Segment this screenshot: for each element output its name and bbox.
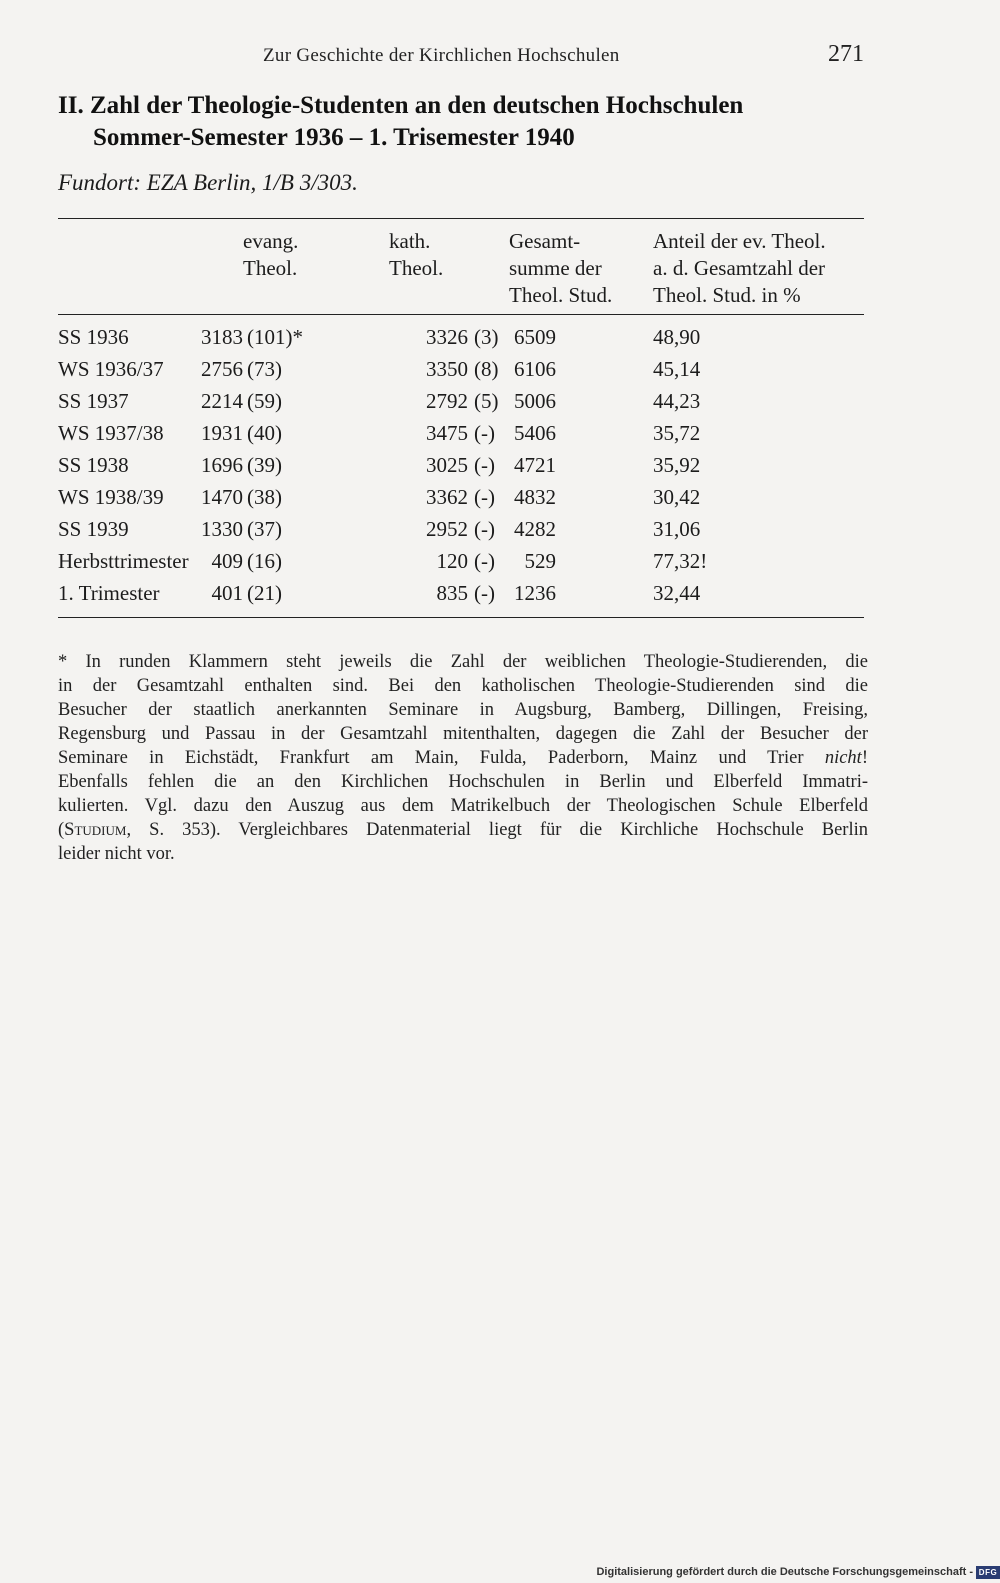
share-cell: 30,42 xyxy=(653,485,701,509)
share-cell: 77,32! xyxy=(653,549,708,573)
running-title: Zur Geschichte der Kirchlichen Hochschulen xyxy=(263,45,620,66)
kath-female-cell: (-) xyxy=(474,549,495,573)
digitization-credit xyxy=(596,1563,1000,1581)
semester-cell: SS 1936 xyxy=(58,325,129,349)
table-row xyxy=(58,389,864,421)
column-header-share-line: Anteil der ev. Theol. xyxy=(653,229,826,253)
semester-cell: WS 1937/38 xyxy=(58,421,164,445)
evang-count-cell: 2214 xyxy=(201,389,243,413)
footnote-line: in der Gesamtzahl enthalten sind. Bei den katholischen Theologie-Studierenden sind die xyxy=(58,676,868,696)
column-header-total xyxy=(509,228,612,309)
kath-count-cell: 3475 xyxy=(426,421,468,445)
column-header-total-line: summe der xyxy=(509,256,602,280)
kath-female-cell: (8) xyxy=(474,357,499,381)
footnote-citation: Studium xyxy=(64,820,127,840)
total-cell: 4832 xyxy=(514,485,556,509)
table-header-rule xyxy=(58,314,864,315)
evang-count-cell: 1696 xyxy=(201,453,243,477)
share-cell: 31,06 xyxy=(653,517,701,541)
kath-female-cell: (-) xyxy=(474,421,495,445)
column-header-kath-line: kath. xyxy=(389,229,431,253)
semester-cell: 1. Trimester xyxy=(58,581,160,605)
column-header-evang xyxy=(243,228,298,282)
evang-female-cell: (39) xyxy=(247,453,282,477)
evang-count-cell: 1470 xyxy=(201,485,243,509)
heading-line-1: II. Zahl der Theologie-Studenten an den deutschen Hochschulen xyxy=(58,92,744,119)
evang-count-cell: 3183 xyxy=(201,325,243,349)
footnote-emphasis: nicht xyxy=(824,748,862,768)
evang-female-cell: (38) xyxy=(247,485,282,509)
table-top-rule xyxy=(58,218,864,219)
semester-cell: SS 1937 xyxy=(58,389,129,413)
kath-count-cell: 3362 xyxy=(426,485,468,509)
kath-count-cell: 2792 xyxy=(426,389,468,413)
semester-cell: SS 1938 xyxy=(58,453,129,477)
footnote-line: leider nicht vor. xyxy=(58,844,175,864)
table-bottom-rule xyxy=(58,617,864,618)
semester-cell: Herbsttrimester xyxy=(58,549,189,573)
kath-count-cell: 3350 xyxy=(426,357,468,381)
footnote-text: , S. 353). Vergleichbares Datenmaterial liegt für die Kirchliche Hochschule Berlin xyxy=(126,820,868,840)
footnote-line: Regensburg und Passau in der Gesamtzahl mitenthalten, dagegen die Zahl der Besucher der xyxy=(58,724,868,744)
evang-count-cell: 2756 xyxy=(201,357,243,381)
table-row xyxy=(58,453,864,485)
source-reference: Fundort: EZA Berlin, 1/B 3/303. xyxy=(58,170,358,195)
footnote-line: Ebenfalls fehlen die an den Kirchlichen Hochschulen in Berlin und Elberfeld Immatri- xyxy=(58,772,868,792)
evang-female-cell: (16) xyxy=(247,549,282,573)
share-cell: 48,90 xyxy=(653,325,701,349)
column-header-share xyxy=(653,228,826,309)
column-header-share-line: a. d. Gesamtzahl der xyxy=(653,256,826,280)
table-row xyxy=(58,517,864,549)
share-cell: 35,72 xyxy=(653,421,701,445)
section-heading xyxy=(58,90,868,154)
kath-female-cell: (-) xyxy=(474,517,495,541)
table-row xyxy=(58,325,864,357)
footnote-text: ! xyxy=(861,748,868,768)
kath-count-cell: 2952 xyxy=(426,517,468,541)
total-cell: 6106 xyxy=(514,357,556,381)
kath-female-cell: (5) xyxy=(474,389,499,413)
kath-female-cell: (3) xyxy=(474,325,499,349)
kath-count-cell: 835 xyxy=(436,581,468,605)
share-cell: 35,92 xyxy=(653,453,701,477)
kath-female-cell: (-) xyxy=(474,485,495,509)
total-cell: 4721 xyxy=(514,453,556,477)
running-head xyxy=(58,41,868,73)
footnote-line xyxy=(58,746,868,770)
footnote-text: ( xyxy=(58,820,65,840)
share-cell: 45,14 xyxy=(653,357,701,381)
share-cell: 32,44 xyxy=(653,581,701,605)
page-number: 271 xyxy=(828,41,864,67)
evang-female-cell: (37) xyxy=(247,517,282,541)
evang-female-cell: (73) xyxy=(247,357,282,381)
share-cell: 44,23 xyxy=(653,389,701,413)
evang-female-cell: (21) xyxy=(247,581,282,605)
table-row xyxy=(58,421,864,453)
dfg-logo-icon: DFG xyxy=(976,1566,1000,1579)
footnote-line: Besucher der staatlich anerkannten Seminare in Augsburg, Bamberg, Dillingen, Freising, xyxy=(58,700,868,720)
heading-line-2: Sommer-Semester 1936 – 1. Trisemester 1940 xyxy=(93,124,575,151)
table-row xyxy=(58,581,864,613)
evang-count-cell: 1931 xyxy=(201,421,243,445)
semester-cell: WS 1936/37 xyxy=(58,357,164,381)
kath-female-cell: (-) xyxy=(474,453,495,477)
column-header-kath-line: Theol. xyxy=(389,256,444,280)
total-cell: 1236 xyxy=(514,581,556,605)
evang-count-cell: 1330 xyxy=(201,517,243,541)
column-header-evang-line: Theol. xyxy=(243,256,298,280)
total-cell: 5406 xyxy=(514,421,556,445)
total-cell: 6509 xyxy=(514,325,556,349)
kath-count-cell: 3326 xyxy=(426,325,468,349)
total-cell: 529 xyxy=(524,549,556,573)
evang-female-cell: (59) xyxy=(247,389,282,413)
column-header-share-line: Theol. Stud. in % xyxy=(653,283,801,307)
evang-count-cell: 409 xyxy=(211,549,243,573)
footnote xyxy=(58,650,868,866)
table-row xyxy=(58,485,864,517)
footnote-line xyxy=(58,818,868,842)
footnote-line: * In runden Klammern steht jeweils die Zahl der weiblichen Theologie-Studierenden, die xyxy=(58,652,868,672)
evang-female-cell: (101)* xyxy=(247,325,303,349)
kath-female-cell: (-) xyxy=(474,581,495,605)
column-header-evang-line: evang. xyxy=(243,229,299,253)
total-cell: 4282 xyxy=(514,517,556,541)
table-row xyxy=(58,357,864,389)
semester-cell: SS 1939 xyxy=(58,517,129,541)
total-cell: 5006 xyxy=(514,389,556,413)
credit-text: Digitalisierung gefördert durch die Deutsche Forschungsgemeinschaft - xyxy=(596,1566,973,1578)
evang-female-cell: (40) xyxy=(247,421,282,445)
footnote-text: Seminare in Eichstädt, Frankfurt am Main, Fulda, Paderborn, Mainz und Trier xyxy=(58,748,825,768)
column-header-total-line: Theol. Stud. xyxy=(509,283,613,307)
table-row xyxy=(58,549,864,581)
evang-count-cell: 401 xyxy=(211,581,243,605)
footnote-line: kulierten. Vgl. dazu den Auszug aus dem Matrikelbuch der Theologischen Schule Elberfeld xyxy=(58,796,868,816)
kath-count-cell: 120 xyxy=(436,549,468,573)
semester-cell: WS 1938/39 xyxy=(58,485,164,509)
column-header-total-line: Gesamt- xyxy=(509,229,581,253)
kath-count-cell: 3025 xyxy=(426,453,468,477)
column-header-kath xyxy=(389,228,443,282)
